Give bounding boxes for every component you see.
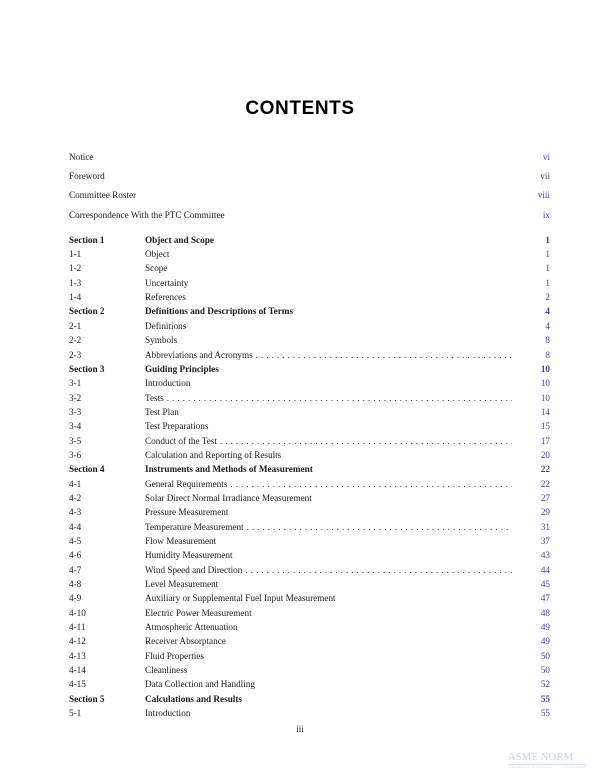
toc-entry-page-number: 43 (540, 550, 550, 561)
toc-entry-title: Introduction (145, 708, 191, 719)
toc-entry-page-number: 4 (545, 320, 550, 331)
toc-entry-title: Notice (69, 152, 94, 162)
toc-subsection-row[interactable] (69, 548, 550, 562)
toc-subsection-row[interactable] (69, 706, 550, 720)
toc-entry-title: Test Plan (145, 406, 179, 417)
toc-entry-page-number: 45 (540, 579, 550, 589)
toc-section-row[interactable] (69, 692, 550, 706)
toc-entry-page-number: 49 (540, 622, 550, 633)
toc-entry-title: Auxiliary or Supplemental Fuel Input Measurement (145, 593, 336, 604)
dot-leader (255, 607, 512, 616)
toc-entry-page-number: 37 (540, 535, 550, 546)
toc-subsection-row[interactable] (69, 405, 550, 419)
toc-entry-title: Receiver Absorptance (145, 636, 226, 647)
toc-entry-title: Definitions and Descriptions of Terms (145, 306, 294, 317)
toc-entry-page-number: 27 (540, 492, 550, 503)
toc-entry-page-number: 52 (540, 679, 550, 690)
dot-leader (245, 693, 512, 702)
dot-leader (247, 520, 512, 529)
toc-entry-page-number: 1 (545, 277, 550, 288)
toc-entry-title: Guiding Principles (145, 363, 219, 374)
toc-entry-page-number: 48 (540, 607, 550, 618)
dot-leader (97, 151, 513, 160)
toc-entry-title: Humidity Measurement (145, 550, 233, 561)
toc-section-row[interactable] (69, 462, 550, 476)
toc-subsection-row[interactable] (69, 520, 550, 534)
dot-leader (315, 492, 512, 501)
watermark-primary-text: ASME NORM (508, 752, 574, 763)
dot-leader (258, 678, 512, 687)
toc-entry-page-number: 10 (540, 392, 550, 403)
toc-entry-title: Data Collection and Handling (145, 679, 255, 690)
toc-entry-title: Symbols (145, 335, 178, 346)
toc-entry-title: Conduct of the Test (145, 435, 217, 446)
toc-entry-title: Calculation and Reporting of Results (145, 449, 282, 460)
toc-entry-page-number: 8 (545, 335, 550, 346)
toc-entry-page-number: 47 (540, 593, 550, 604)
dot-leader (256, 348, 512, 357)
toc-entry-number: Section 2 (69, 306, 105, 317)
toc-entry-number: 4-5 (69, 535, 82, 546)
toc-subsection-row[interactable] (69, 649, 550, 663)
dot-leader (230, 477, 512, 486)
toc-subsection-row[interactable] (69, 591, 550, 605)
toc-entry-number: 4-9 (69, 593, 82, 604)
toc-subsection-row[interactable] (69, 434, 550, 448)
toc-entry-page-number: 17 (540, 435, 550, 446)
toc-entry-number: 4-12 (69, 636, 86, 647)
toc-entry-title: Uncertainty (145, 277, 189, 288)
toc-subsection-row[interactable] (69, 348, 550, 362)
dot-leader (221, 578, 512, 587)
dot-leader (170, 262, 512, 271)
toc-entry-title: Cleanliness (145, 665, 188, 676)
dot-leader (193, 707, 512, 716)
toc-entry-title: Test Preparations (145, 421, 209, 432)
toc-subsection-row[interactable] (69, 505, 550, 519)
page-folio: iii (296, 724, 304, 734)
toc-subsection-row[interactable] (69, 261, 550, 275)
toc-subsection-row[interactable] (69, 276, 550, 290)
toc-entry-page-number: 8 (545, 349, 550, 360)
toc-entry-number: 1-3 (69, 277, 82, 288)
toc-entry-number: 3-6 (69, 449, 82, 460)
front-matter-list (69, 148, 550, 233)
toc-entry-number: Section 1 (69, 234, 105, 245)
dot-leader (219, 535, 512, 544)
toc-front-matter-row[interactable] (69, 186, 550, 205)
toc-entry-page-number: 22 (540, 478, 550, 489)
toc-entry-number: 4-1 (69, 478, 82, 489)
toc-entry-number: Section 4 (69, 464, 105, 475)
toc-entry-page-number: 2 (545, 292, 550, 303)
toc-entry-title: Solar Direct Normal Irradiance Measurement (145, 492, 312, 503)
toc-entry-title: Fluid Properties (145, 650, 204, 661)
toc-entry-number: 4-10 (69, 607, 86, 618)
toc-entry-number: Section 3 (69, 363, 105, 374)
toc-entry-number: 5-1 (69, 708, 82, 719)
toc-subsection-row[interactable] (69, 606, 550, 620)
toc-entry-page-number: 49 (540, 636, 550, 647)
toc-subsection-row[interactable] (69, 491, 550, 505)
toc-entry-number: 4-7 (69, 564, 82, 575)
dot-leader (167, 391, 512, 400)
toc-entry-number: 3-2 (69, 392, 82, 403)
toc-subsection-row[interactable] (69, 677, 550, 691)
toc-entry-title: Electric Power Measurement (145, 607, 252, 618)
dot-leader (189, 320, 512, 329)
toc-entry-title: Calculations and Results (145, 693, 242, 704)
dot-leader (284, 449, 512, 458)
dot-leader (108, 170, 512, 179)
toc-entry-number: 4-13 (69, 650, 86, 661)
toc-entry-number: 3-5 (69, 435, 82, 446)
toc-subsection-row[interactable] (69, 663, 550, 677)
toc-entry-page-number: 1 (545, 249, 550, 260)
toc-subsection-row[interactable] (69, 634, 550, 648)
toc-entry-number: 4-8 (69, 579, 82, 589)
watermark-rule (508, 764, 586, 765)
toc-entry-page-number: 55 (540, 708, 550, 719)
toc-entry-title: Atmospheric Attenuation (145, 622, 238, 633)
toc-entry-number: 4-6 (69, 550, 82, 561)
toc-subsection-row[interactable] (69, 319, 550, 333)
dot-leader (339, 592, 512, 601)
dot-leader (173, 248, 513, 257)
toc-entry-number: 1-1 (69, 249, 82, 260)
toc-entry-page-number: 20 (540, 449, 550, 460)
toc-entry-number: 4-11 (69, 622, 86, 633)
toc-entry-number: 1-4 (69, 292, 82, 303)
toc-section-row[interactable] (69, 233, 550, 247)
toc-entry-list (69, 233, 550, 721)
dot-leader (296, 305, 512, 314)
table-of-contents (69, 148, 550, 720)
toc-entry-page-number: 15 (540, 421, 550, 432)
toc-entry-page-number: 22 (540, 464, 550, 475)
toc-entry-number: Section 5 (69, 693, 105, 704)
toc-entry-number: 3-4 (69, 421, 82, 432)
toc-entry-page-number: ix (542, 209, 550, 220)
toc-subsection-row[interactable] (69, 577, 550, 591)
dot-leader (220, 434, 512, 443)
toc-entry-page-number: viii (537, 190, 550, 201)
dot-leader (231, 506, 512, 515)
toc-entry-page-number: vii (540, 171, 550, 182)
dot-leader (211, 420, 512, 429)
toc-entry-page-number: 31 (540, 521, 550, 532)
toc-entry-title: Definitions (145, 320, 187, 331)
toc-entry-page-number: 1 (545, 263, 550, 274)
toc-entry-title: Foreword (69, 171, 105, 182)
dot-leader (139, 189, 512, 198)
toc-subsection-row[interactable] (69, 391, 550, 405)
toc-entry-title: Scope (145, 263, 168, 274)
dot-leader (182, 406, 512, 415)
toc-entry-title: Introduction (145, 378, 191, 389)
toc-entry-number: 2-2 (69, 335, 82, 346)
toc-entry-title: Object and Scope (145, 234, 214, 245)
toc-section-row[interactable] (69, 362, 550, 376)
toc-entry-page-number: 10 (540, 363, 550, 374)
toc-entry-title: Temperature Measurement (145, 521, 244, 532)
toc-front-matter-row[interactable] (69, 148, 550, 167)
toc-subsection-row[interactable] (69, 477, 550, 491)
toc-entry-number: 4-15 (69, 679, 86, 690)
toc-subsection-row[interactable] (69, 563, 550, 577)
toc-front-matter-row[interactable] (69, 206, 550, 225)
toc-subsection-row[interactable] (69, 448, 550, 462)
watermark-right-subtext: STANDARDS (563, 765, 586, 769)
toc-entry-number: 2-3 (69, 349, 82, 360)
toc-subsection-row[interactable] (69, 620, 550, 634)
toc-entry-title: References (145, 292, 186, 303)
toc-subsection-row[interactable] (69, 290, 550, 304)
toc-entry-page-number: 55 (540, 693, 550, 704)
dot-leader (222, 363, 512, 372)
dot-leader (217, 234, 512, 243)
toc-front-matter-row[interactable] (69, 167, 550, 186)
dot-leader (236, 549, 512, 558)
dot-leader (191, 277, 512, 286)
section-spacer (69, 225, 550, 233)
toc-subsection-row[interactable] (69, 247, 550, 261)
dot-leader (207, 650, 512, 659)
watermark-left-subtext: THE AMERICAN SOCIETY (508, 765, 553, 769)
toc-entry-page-number: 1 (545, 234, 550, 245)
toc-entry-page-number: 44 (540, 564, 550, 575)
toc-entry-number: 4-4 (69, 521, 82, 532)
toc-entry-title: Committee Roster (69, 190, 137, 201)
dot-leader (245, 563, 512, 572)
toc-section-row[interactable] (69, 304, 550, 318)
toc-entry-title: Wind Speed and Direction (145, 564, 243, 575)
toc-entry-title: Correspondence With the PTC Committee (69, 209, 225, 220)
toc-entry-page-number: 50 (540, 665, 550, 676)
toc-entry-title: Level Measurement (145, 579, 219, 589)
toc-entry-title: Abbreviations and Acronyms (145, 349, 253, 360)
dot-leader (229, 635, 512, 644)
dot-leader (189, 291, 512, 300)
toc-entry-page-number: vi (542, 152, 550, 162)
toc-entry-page-number: 10 (540, 378, 550, 389)
toc-entry-title: Object (145, 249, 170, 260)
toc-entry-number: 3-3 (69, 406, 82, 417)
asme-norm-watermark (508, 752, 592, 774)
page-title: CONTENTS (245, 98, 355, 119)
dot-leader (190, 664, 512, 673)
toc-subsection-row[interactable] (69, 534, 550, 548)
toc-subsection-row[interactable] (69, 376, 550, 390)
dot-leader (241, 621, 512, 630)
toc-entry-number: 2-1 (69, 320, 82, 331)
toc-entry-title: Instruments and Methods of Measurement (145, 464, 313, 475)
toc-entry-title: Tests (145, 392, 164, 403)
toc-entry-page-number: 50 (540, 650, 550, 661)
toc-entry-number: 4-3 (69, 507, 82, 518)
toc-entry-page-number: 4 (545, 306, 550, 317)
toc-entry-number: 4-14 (69, 665, 86, 676)
dot-leader (193, 377, 512, 386)
toc-entry-number: 3-1 (69, 378, 82, 389)
toc-entry-title: Flow Measurement (145, 535, 217, 546)
toc-entry-title: General Requirements (145, 478, 228, 489)
dot-leader (180, 334, 512, 343)
toc-entry-number: 4-2 (69, 492, 82, 503)
toc-entry-number: 1-2 (69, 263, 82, 274)
toc-entry-title: Pressure Measurement (145, 507, 229, 518)
toc-subsection-row[interactable] (69, 333, 550, 347)
toc-entry-page-number: 29 (540, 507, 550, 518)
toc-entry-page-number: 14 (540, 406, 550, 417)
dot-leader (228, 208, 512, 217)
toc-subsection-row[interactable] (69, 419, 550, 433)
dot-leader (316, 463, 512, 472)
watermark-subtext (508, 765, 586, 769)
